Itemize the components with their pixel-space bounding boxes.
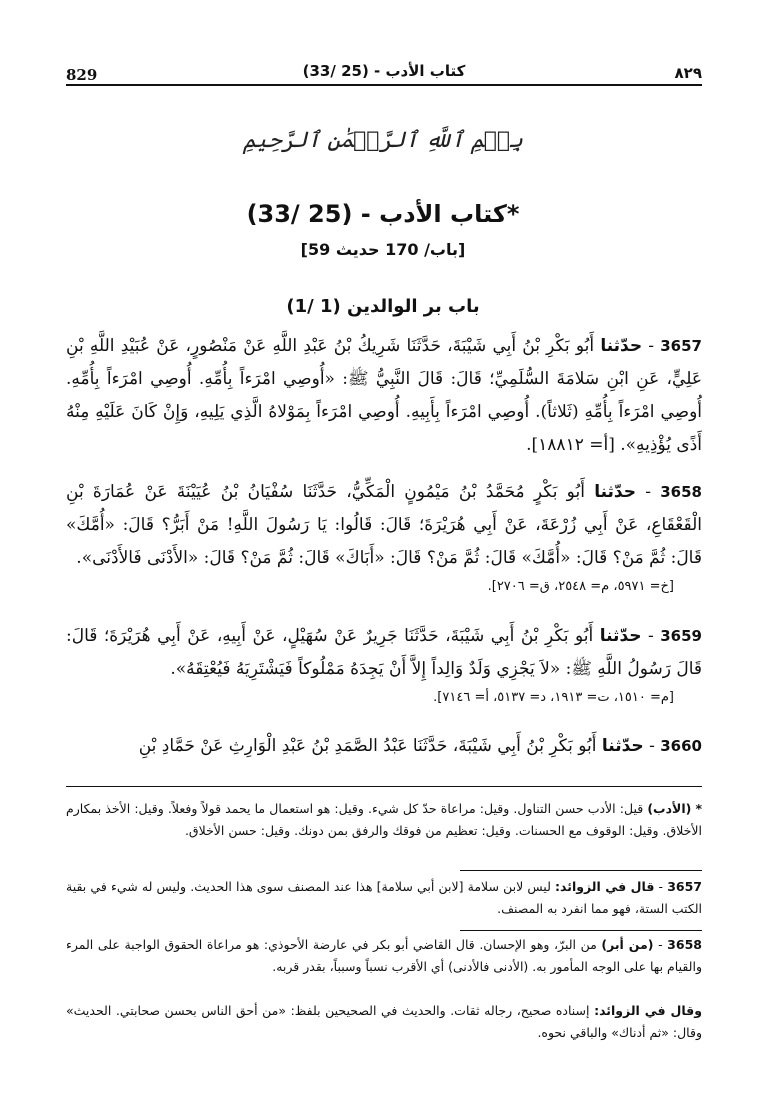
hadith-3660: 3660 - حدّثنا أَبُو بَكْرِ بْنُ أَبِي شَيْبَةَ، حَدَّثَنَا عَبْدُ الصَّمَدِ بْنُ عَبْدِ الْوَارِثِ عَنْ حَمَّادِ بْنِ [138,736,702,756]
footnote-marker: 3657 [667,879,703,894]
footnote-3658-zawaid [66,1000,702,1044]
footnote-3658: 3658 - (من أبر) من البرّ، وهو الإحسان. قال القاضي أبو بكر في عارضة الأحوذي: هو مراعاة الحقوق الواجبة على المرء والقيام بها على الوجه المأمور به. (الأدنى فالأدنى) أي الأقرب نسباً وسبباً، بقدر قربه. [66,937,702,974]
hadith-lead: حدّثنا [594,482,636,502]
footnote-text: إسناده صحيح، رجاله ثقات. والحديث في الصحيحين بلفظ: «من أحق الناس بحسن صحابتي. الحديث» وقال: «ثم أدناك» والباقي نحوه. [66,1003,702,1040]
book-count: [59 باب/ 170 حديث] [300,240,466,259]
footnote-divider [460,930,702,931]
hadith-lead: حدّثنا [600,336,643,356]
footnote-marker: 3658 [667,937,702,952]
book-title: (33/ 25) - كتاب الأدب* [246,200,520,228]
footnote-adab [66,798,702,842]
footnote-text: من البرّ، وهو الإحسان. قال القاضي أبو بكر في عارضة الأحوذي: هو مراعاة الحقوق الواجبة على المرء والقيام بها على الوجه المأمور به. (الأدنى فالأدنى) أي الأقرب نسباً وسبباً، بقدر قربه. [66,937,702,974]
footnote-head: وقال في الزوائد: [594,1003,702,1018]
footnote-head: قال في الزوائد: [555,879,655,894]
hadith-lead: حدّثنا [601,736,644,756]
running-title: (33/ 25) - كتاب الأدب [302,62,466,80]
chapter-heading: (1/ 1) باب بر الوالدين [286,296,480,317]
hadith-reference: [م= ١٥١٠، ت= ١٩١٣، د= ٥١٣٧، أ= ٧١٤٦]. [433,690,674,705]
hadith-number: 3660 [660,737,702,755]
footnote-marker: * [695,801,702,816]
footnote-text: قيل: الأدب حسن التناول. وقيل: مراعاة حدّ كل شيء. وقيل: هو استعمال ما يحمد قولاً وفعلاً. وقيل: الأخذ بمكارم الأخلاق. وقيل: الوقوف مع الحسنات. وقيل: تعظيم من فوقك والرفق بمن دونك. وقيل: حسن الأخلاق. [66,801,702,838]
footnote-head: (الأدب) [647,801,692,816]
hadith-number: 3657 [660,337,702,355]
page-number-latin: 829 [66,66,98,84]
footnote-divider [460,870,702,871]
footnote-3657: 3657 - قال في الزوائد: ليس لابن سلامة [لابن أبي سلامة] هذا عند المصنف سوى هذا الحديث. وليس له شيء في بقية الكتب الستة، فهو مما انفرد به المصنف. [66,879,703,916]
hadith-lead: حدّثنا [599,626,642,646]
hadith-3659: 3659 - حدّثنا أَبُو بَكْرِ بْنُ أَبِي شَيْبَةَ، حَدَّثَنَا جَرِيرٌ عَنْ سُهَيْلٍ، عَنْ أَبِيهِ، عَنْ أَبِي هُرَيْرَةَ؛ قَالَ: قَالَ رَسُولُ اللَّهِ ﷺ: «لاَ يَجْزِي وَلَدٌ وَالِداً إِلاَّ أَنْ يَجِدَهُ مَمْلُوكاً فَيَشْتَرِيَهُ فَيُعْتِقَهُ». [م= ١٥١٠، ت= ١٩١٣، د= ٥١٣٧، أ= ٧١٤٦]. [66,620,702,708]
hadith-text: أَبُو بَكْرِ بْنُ أَبِي شَيْبَةَ، حَدَّثَنَا عَبْدُ الصَّمَدِ بْنُ عَبْدِ الْوَارِثِ عَنْ حَمَّادِ بْنِ [138,736,597,756]
hadith-text: أَبُو بَكْرِ بْنُ أَبِي شَيْبَةَ، حَدَّثَنَا جَرِيرٌ عَنْ سُهَيْلٍ، عَنْ أَبِيهِ، عَنْ أَبِي هُرَيْرَةَ؛ قَالَ: قَالَ رَسُولُ اللَّهِ ﷺ: «لاَ يَجْزِي وَلَدٌ وَالِداً إِلاَّ أَنْ يَجِدَهُ مَمْلُوكاً فَيَشْتَرِيَهُ فَيُعْتِقَهُ». [66,626,702,679]
basmala: بِسۡمِ ٱللَّهِ ٱلرَّحۡمَٰنِ ٱلرَّحِيمِ [242,128,524,153]
hadith-3658: 3658 - حدّثنا أَبُو بَكْرٍ مُحَمَّدُ بْنُ مَيْمُونٍ الْمَكِّيُّ، حَدَّثَنَا سُفْيَانُ بْنُ عُيَيْنَةَ عَنْ عُمَارَةَ بْنِ الْقَعْقَاعِ، عَنْ أَبِي زُرْعَةَ، عَنْ أَبِي هُرَيْرَةَ؛ قَالَ: قَالُوا: يَا رَسُولَ اللَّهِ! مَنْ أَبَرُّ؟ قَالَ: «أُمَّكَ» قَالَ: ثُمَّ مَنْ؟ قَالَ: «أُمَّكَ» قَالَ: ثُمَّ مَنْ؟ قَالَ: «أَبَاكَ» قَالَ: ثُمَّ مَنْ؟ قَالَ: «الأَدْنَى فَالأَدْنَى». [خ= ٥٩٧١، م= ٢٥٤٨، ق= ٢٧٠٦]. [66,476,702,597]
hadith-text: أَبُو بَكْرِ بْنُ أَبِي شَيْبَةَ، حَدَّثَنَا شَرِيكُ بْنُ عَبْدِ اللَّهِ عَنْ مَنْصُورٍ، عَنْ عُبَيْدِ اللَّهِ بْنِ عَلِيٍّ، عَنِ ابْنِ سَلامَةَ السُّلَمِيِّ؛ قَالَ: قَالَ النَّبِيُّ ﷺ: «أُوصِي امْرَءاً بِأُمِّهِ. أُوصِي امْرَءاً بِأُمِّهِ. أُوصِي امْرَءاً بِأُمِّهِ (ثَلاثاً). أُوصِي امْرَءاً بِأَبِيهِ. أُوصِي امْرَءاً بِمَوْلاهُ الَّذِي يَلِيهِ، وَإِنْ كَانَ عَلَيْهِ مِنْهُ أَذًى يُؤْذِيهِ». [66,336,702,455]
hadith-reference: [أ= ١٨٨١٢]. [526,435,615,455]
footnote-head: (من أبر) [601,937,654,952]
hadith-number: 3659 [660,627,702,645]
hadith-number: 3658 [660,483,702,501]
hadith-text: أَبُو بَكْرٍ مُحَمَّدُ بْنُ مَيْمُونٍ الْمَكِّيُّ، حَدَّثَنَا سُفْيَانُ بْنُ عُيَيْنَةَ عَنْ عُمَارَةَ بْنِ الْقَعْقَاعِ، عَنْ أَبِي زُرْعَةَ، عَنْ أَبِي هُرَيْرَةَ؛ قَالَ: قَالُوا: يَا رَسُولَ اللَّهِ! مَنْ أَبَرُّ؟ قَالَ: «أُمَّكَ» قَالَ: ثُمَّ مَنْ؟ قَالَ: «أُمَّكَ» قَالَ: ثُمَّ مَنْ؟ قَالَ: «أَبَاكَ» قَالَ: ثُمَّ مَنْ؟ قَالَ: «الأَدْنَى فَالأَدْنَى». [66,482,702,568]
hadith-3657: 3657 - حدّثنا أَبُو بَكْرِ بْنُ أَبِي شَيْبَةَ، حَدَّثَنَا شَرِيكُ بْنُ عَبْدِ اللَّهِ عَنْ مَنْصُورٍ، عَنْ عُبَيْدِ اللَّهِ بْنِ عَلِيٍّ، عَنِ ابْنِ سَلامَةَ السُّلَمِيِّ؛ قَالَ: قَالَ النَّبِيُّ ﷺ: «أُوصِي امْرَءاً بِأُمِّهِ. أُوصِي امْرَءاً بِأُمِّهِ. أُوصِي امْرَءاً بِأُمِّهِ (ثَلاثاً). أُوصِي امْرَءاً بِأَبِيهِ. أُوصِي امْرَءاً بِمَوْلاهُ الَّذِي يَلِيهِ، وَإِنْ كَانَ عَلَيْهِ مِنْهُ أَذًى يُؤْذِيهِ». [أ= ١٨٨١٢]. [66,336,702,455]
hadith-reference: [خ= ٥٩٧١، م= ٢٥٤٨، ق= ٢٧٠٦]. [487,579,674,594]
footnote-text: ليس لابن سلامة [لابن أبي سلامة] هذا عند المصنف سوى هذا الحديث. وليس له شيء في بقية الكتب الستة، فهو مما انفرد به المصنف. [66,879,702,916]
footnote-separator [66,786,702,787]
page-number-arabic: ٨٢٩ [674,64,702,82]
page-header [66,48,702,86]
